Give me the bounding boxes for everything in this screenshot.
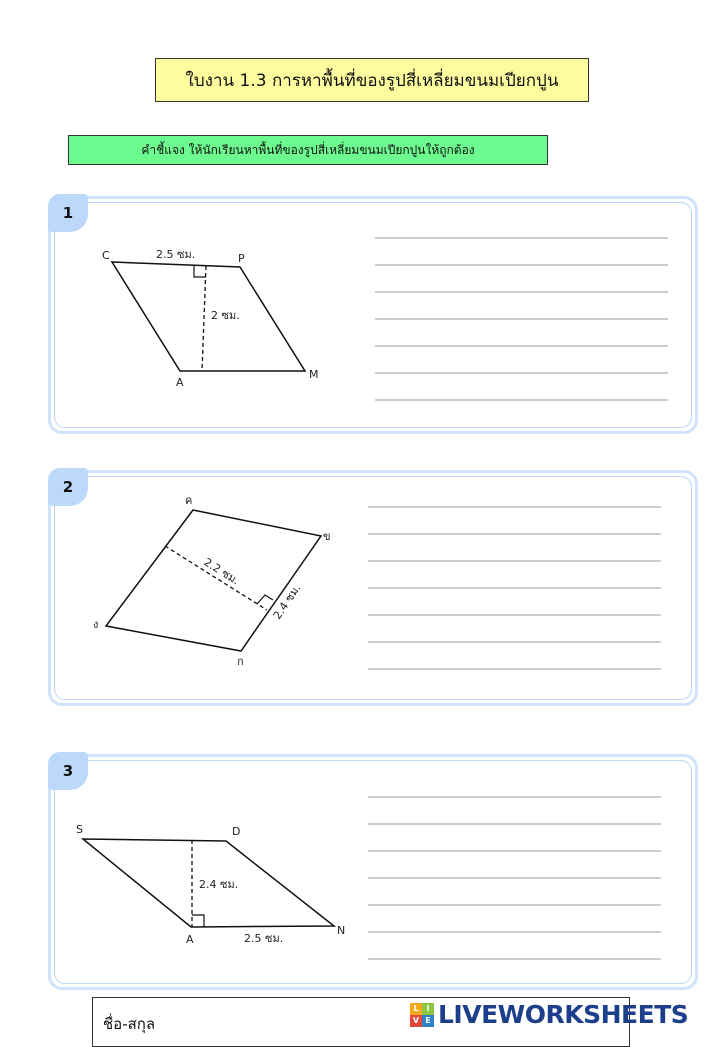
height-line xyxy=(165,546,267,610)
rhombus-shape xyxy=(112,262,305,371)
right-angle-mark xyxy=(257,595,273,604)
vertex-label: N xyxy=(337,924,346,937)
vertex-label: ค xyxy=(185,494,193,507)
problem-number-badge: 2 xyxy=(48,468,88,506)
vertex-label: ง xyxy=(93,618,99,631)
vertex-label: A xyxy=(176,376,184,389)
height-line xyxy=(202,266,206,371)
height-measure-label: 2.4 ซม. xyxy=(199,878,239,891)
vertex-label: ข xyxy=(323,530,331,543)
vertex-label: P xyxy=(238,252,245,265)
vertex-label: A xyxy=(186,933,194,946)
base-measure-label: 2.5 ซม. xyxy=(156,248,196,261)
liveworksheets-brand: LIVEWORKSHEETS xyxy=(438,1000,689,1029)
vertex-label: S xyxy=(76,823,83,836)
liveworksheets-logo xyxy=(410,1000,688,1029)
rhombus-figure-3 xyxy=(70,815,360,955)
vertex-label: M xyxy=(309,368,319,381)
answer-lines-1[interactable] xyxy=(375,230,670,410)
side-measure-label: 2.4 ซม. xyxy=(270,581,304,622)
answer-lines-2[interactable] xyxy=(368,500,663,680)
vertex-label: ก xyxy=(237,655,244,668)
instructions: คำชี้แจง ให้นักเรียนหาพื้นที่ของรูปสี่เหลี่ยมขนมเปียกปูนให้ถูกต้อง xyxy=(68,135,548,165)
base-measure-label: 2.5 ซม. xyxy=(244,932,284,945)
rhombus-shape xyxy=(106,510,321,651)
vertex-label: D xyxy=(232,825,241,838)
worksheet-title: ใบงาน 1.3 การหาพื้นที่ของรูปสี่เหลี่ยมขนมเปียกปูน xyxy=(155,58,589,102)
liveworksheets-icon: L I V E xyxy=(410,1003,434,1027)
problem-number-badge: 1 xyxy=(48,194,88,232)
rhombus-figure-2 xyxy=(85,490,345,670)
height-measure-label: 2.2 ซม. xyxy=(201,555,242,588)
name-label: ชื่อ-สกุล xyxy=(103,1015,156,1033)
right-angle-mark xyxy=(194,266,206,278)
rhombus-figure-1 xyxy=(90,240,340,400)
answer-lines-3[interactable] xyxy=(368,790,663,970)
vertex-label: C xyxy=(102,249,110,262)
height-measure-label: 2 ซม. xyxy=(211,309,240,322)
problem-number-badge: 3 xyxy=(48,752,88,790)
right-angle-mark xyxy=(192,915,204,927)
